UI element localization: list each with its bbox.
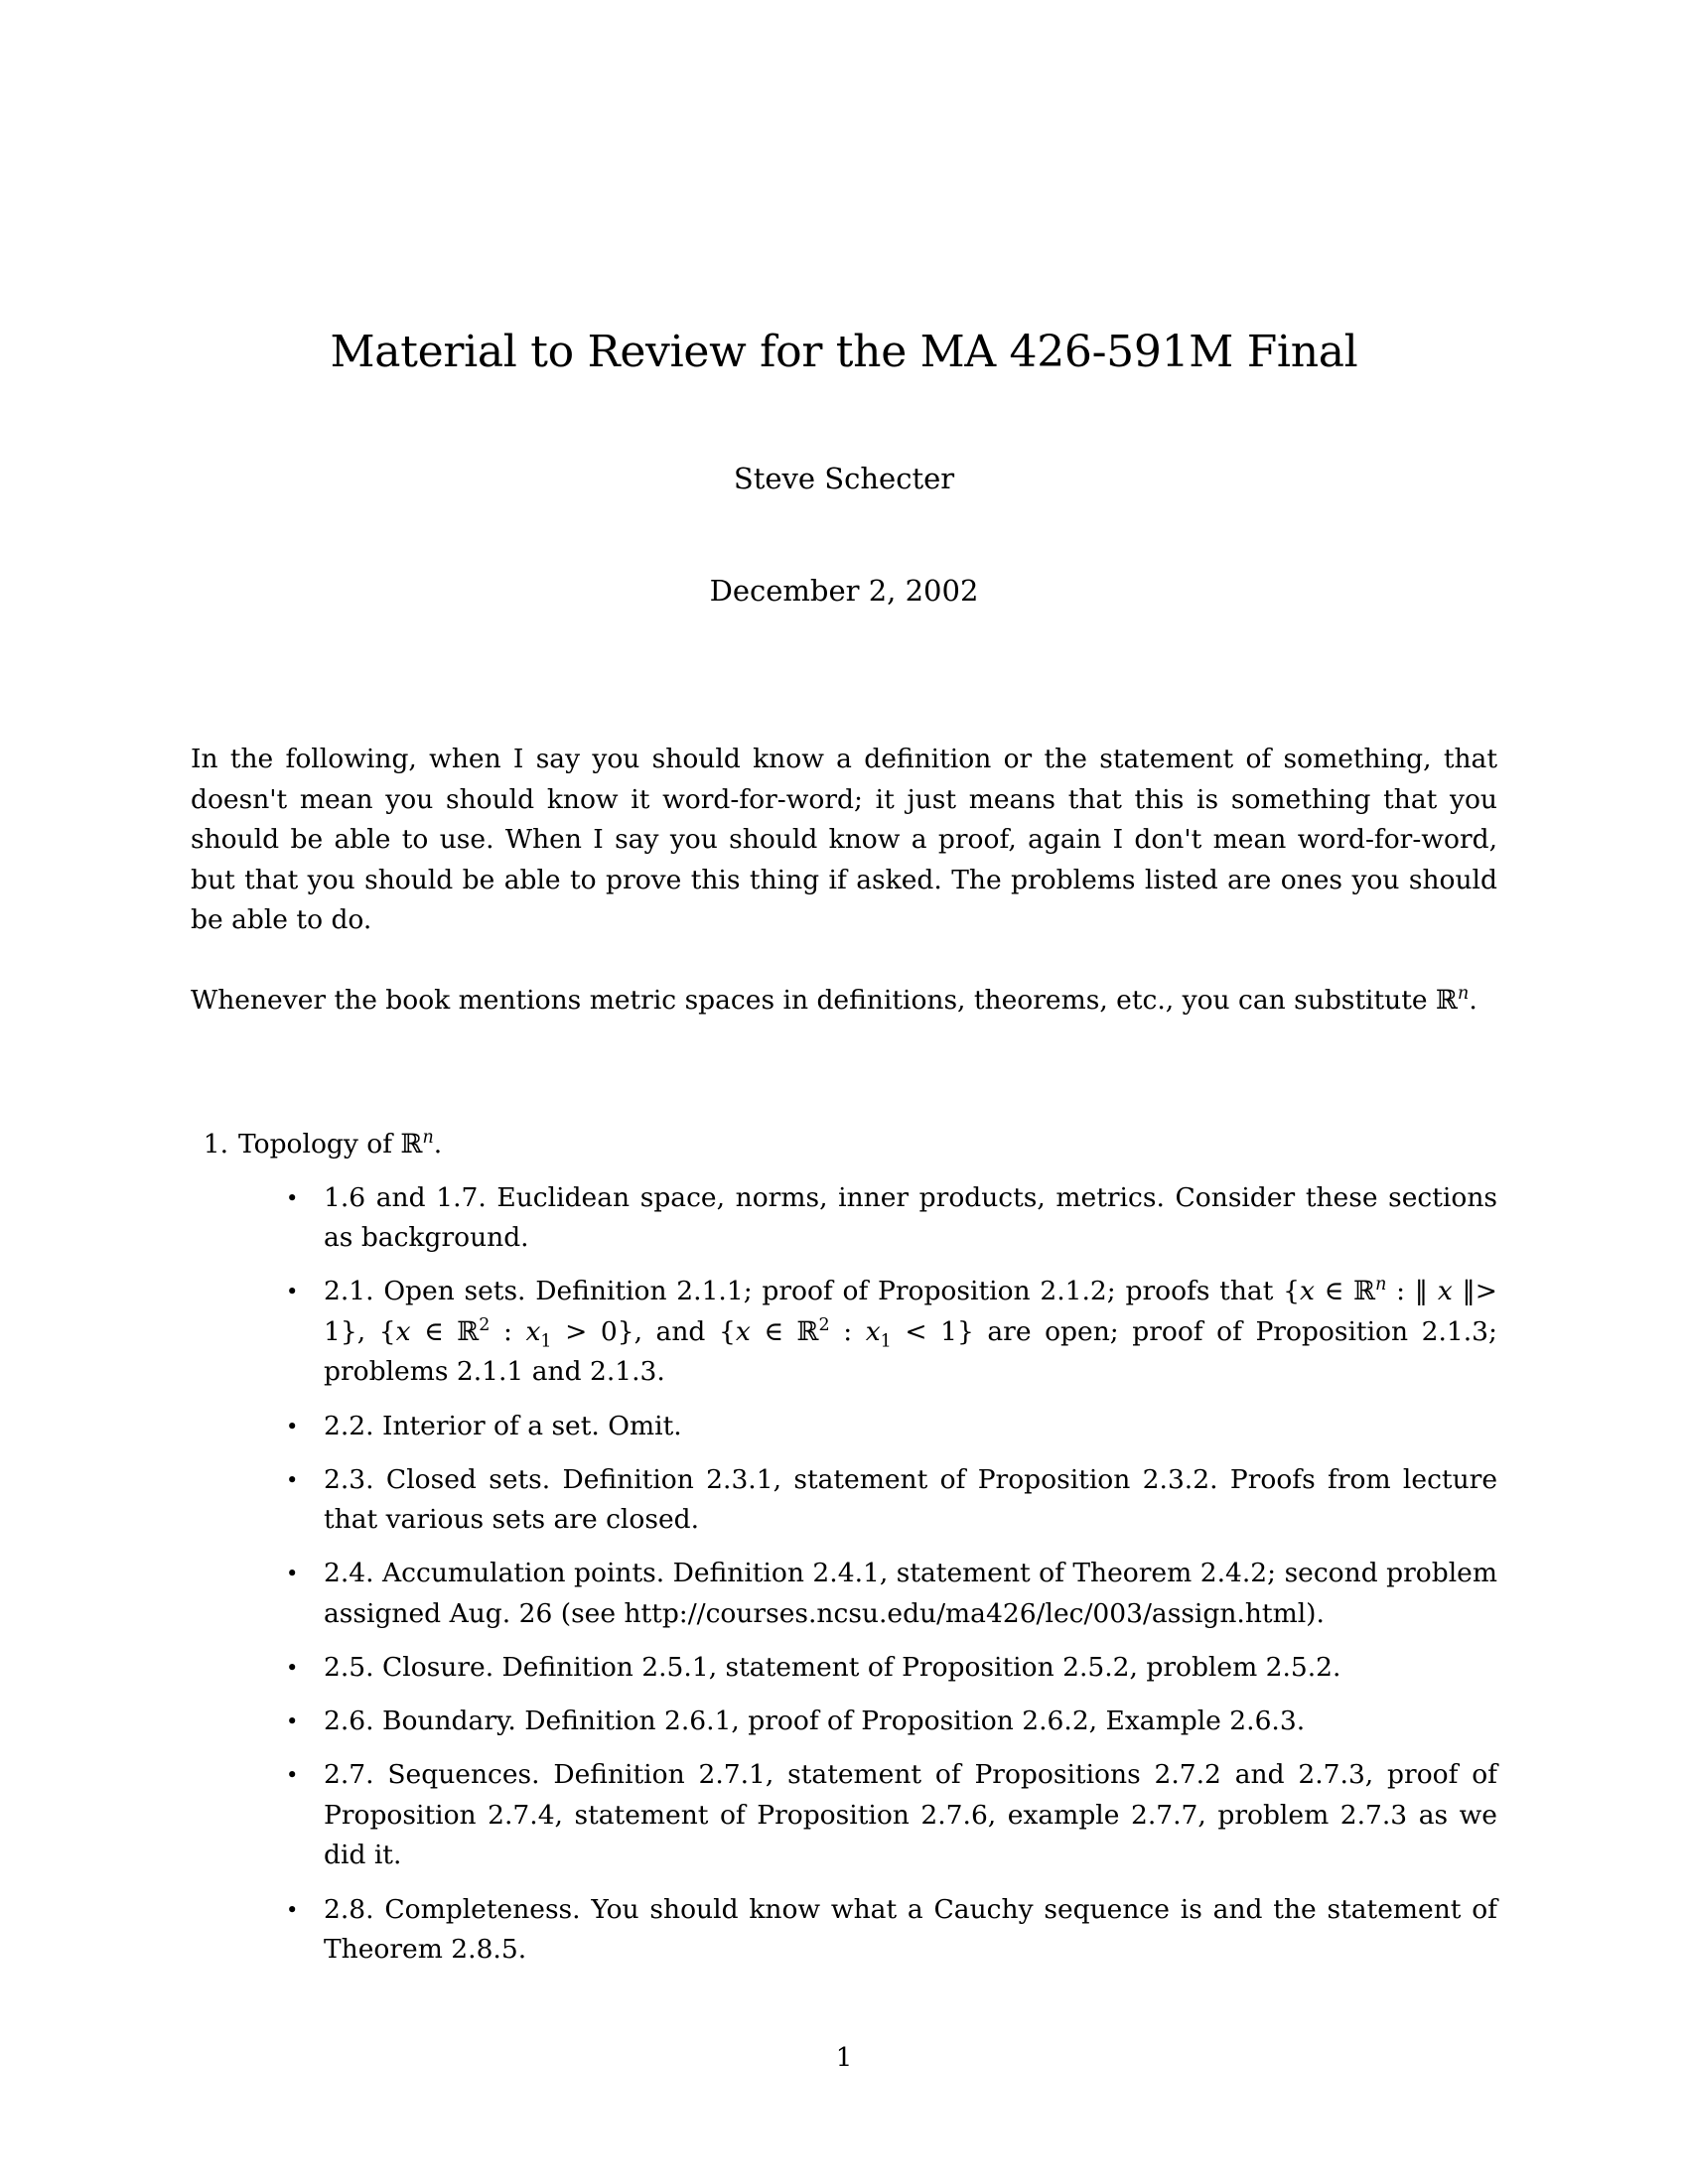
math-seg-4: :: [490, 1315, 526, 1347]
bullet-item-2-3: [282, 1460, 1497, 1541]
list-item-heading: [238, 1125, 1497, 1165]
real-numbers-exponent: n: [1375, 1275, 1387, 1296]
page-title: Material to Review for the MA 426-591M Final: [330, 327, 1358, 378]
real-numbers-exponent: n: [422, 1128, 434, 1149]
bullet-icon: •: [286, 1280, 299, 1304]
intro-paragraph-2-trail: .: [1469, 984, 1477, 1016]
bullet-icon: •: [286, 1467, 299, 1492]
math-element-of: ∈: [1314, 1276, 1354, 1307]
list-item-number: 1.: [203, 1129, 228, 1160]
author-name: Steve Schecter: [733, 462, 955, 495]
bullet-text: 2.7. Sequences. Definition 2.7.1, statement of Propositions 2.7.2 and 2.7.3, proof of Proposition 2.7.4, statement of Proposition 2.7.6, example 2.7.7, problem 2.7.3 as we did it.: [324, 1759, 1497, 1871]
bullet-icon: •: [286, 1656, 299, 1681]
math-variable-x: x: [1437, 1276, 1453, 1307]
math-variable-x: x: [525, 1315, 541, 1347]
math-variable-x: x: [395, 1315, 411, 1347]
math-seg-6: :: [829, 1315, 866, 1347]
bullet-text: 2.3. Closed sets. Definition 2.3.1, statement of Proposition 2.3.2. Proofs from lecture that various sets are closed.: [324, 1463, 1497, 1536]
bullet-item-2-1: [282, 1272, 1497, 1393]
bullet-text: 2.6. Boundary. Definition 2.6.1, proof of Proposition 2.6.2, Example 2.6.3.: [324, 1706, 1306, 1737]
bullet-item-1-6-1-7: [282, 1178, 1497, 1259]
math-seg-1: 2.1. Open sets. Definition 2.1.1; proof of Proposition 2.1.2; proofs that {: [324, 1276, 1300, 1307]
intro-paragraphs: [191, 740, 1497, 1022]
bullet-icon: •: [286, 1414, 299, 1438]
bullet-item-2-4: [282, 1554, 1497, 1634]
math-subscript: 1: [540, 1331, 552, 1352]
review-topics-list: [191, 1125, 1497, 1971]
list-item-heading-trail: .: [433, 1129, 443, 1160]
bullet-icon: •: [286, 1185, 299, 1210]
math-seg-3: ‖> 1}, {: [324, 1276, 1497, 1347]
math-seg-5: > 0}, and {: [551, 1315, 736, 1347]
math-variable-x: x: [865, 1315, 881, 1347]
real-numbers-symbol: ℝ: [796, 1315, 819, 1347]
bullet-text: 1.6 and 1.7. Euclidean space, norms, inner products, metrics. Consider these sections as background.: [324, 1181, 1497, 1254]
math-seg-7: < 1} are open; proof of Proposition 2.1.3; problems 2.1.1 and 2.1.3.: [324, 1315, 1497, 1388]
real-numbers-symbol: ℝ: [400, 1129, 423, 1160]
bullet-item-2-7: [282, 1755, 1497, 1876]
bullet-item-2-8: [282, 1890, 1497, 1971]
bullet-item-2-6: [282, 1702, 1497, 1742]
bullet-item-2-5: [282, 1648, 1497, 1689]
real-numbers-exponent: 2: [818, 1315, 830, 1336]
real-numbers-exponent: 2: [479, 1315, 491, 1336]
math-seg-2: : ‖: [1386, 1276, 1438, 1307]
math-subscript: 1: [880, 1331, 892, 1352]
bullet-text: 2.2. Interior of a set. Omit.: [324, 1410, 682, 1441]
bullet-text: 2.4. Accumulation points. Definition 2.4.1, statement of Theorem 2.4.2; second problem assigned Aug. 26 (see http://courses.ncsu.edu/ma426/lec/003/assign.html).: [324, 1558, 1497, 1629]
real-numbers-symbol: ℝ: [1353, 1276, 1376, 1307]
math-variable-x: x: [735, 1315, 751, 1347]
topology-sub-list: [238, 1178, 1497, 1971]
real-numbers-symbol: ℝ: [1436, 984, 1459, 1016]
intro-paragraph-2-lead: Whenever the book mentions metric spaces in definitions, theorems, etc., you can substitute: [191, 984, 1437, 1016]
bullet-icon: •: [286, 1763, 299, 1788]
math-element-of: ∈: [750, 1315, 797, 1347]
real-numbers-exponent: n: [1458, 984, 1470, 1005]
bullet-icon: •: [286, 1562, 299, 1586]
intro-paragraph-2: [191, 981, 1497, 1022]
math-element-of: ∈: [410, 1315, 458, 1347]
list-item-heading-lead: Topology of: [238, 1129, 401, 1160]
bullet-icon: •: [286, 1709, 299, 1734]
bullet-item-2-2: [282, 1407, 1497, 1447]
bullet-text: [324, 1276, 1497, 1387]
page-number: 1: [835, 2043, 853, 2073]
bullet-text: 2.8. Completeness. You should know what a Cauchy sequence is and the statement of Theorem 2.8.5.: [324, 1893, 1497, 1966]
math-variable-x: x: [1299, 1276, 1315, 1307]
document-date: December 2, 2002: [709, 574, 979, 608]
intro-paragraph-1: In the following, when I say you should know a definition or the statement of something, that doesn't mean you should know it word-for-word; it just means that this is something that you should be able to use. When I say you should know a proof, again I don't mean word-for-word, but that you should be able to prove this thing if asked. The problems listed are ones you should be able to do.: [191, 744, 1497, 936]
bullet-text: 2.5. Closure. Definition 2.5.1, statement of Proposition 2.5.2, problem 2.5.2.: [324, 1652, 1341, 1684]
list-item-topology: [191, 1125, 1497, 1971]
bullet-icon: •: [286, 1897, 299, 1922]
real-numbers-symbol: ℝ: [457, 1315, 480, 1347]
